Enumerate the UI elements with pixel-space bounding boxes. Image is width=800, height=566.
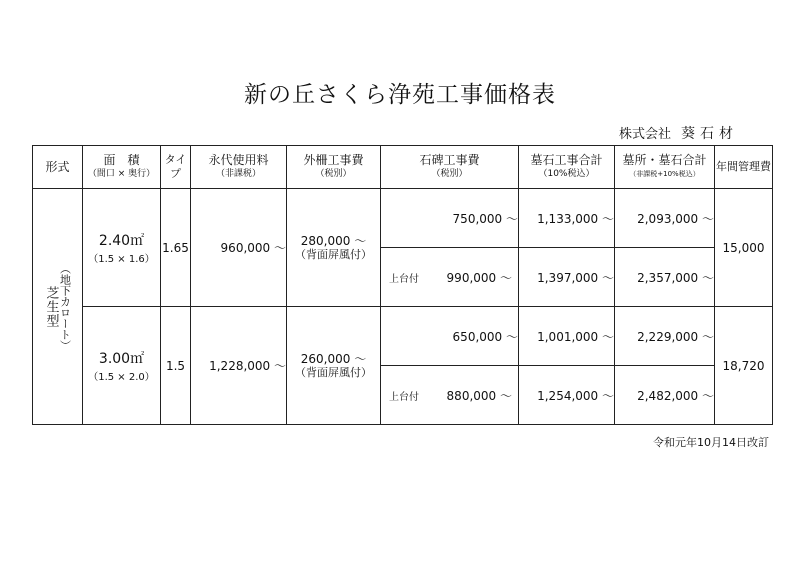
price-table (32, 145, 773, 425)
header-type: タイプ (161, 146, 191, 189)
area-cell: 2.40㎡ （1.5 × 1.6） (83, 189, 161, 307)
stone-total-cell: 1,397,000 ～ (519, 248, 615, 307)
type-cell: 1.5 (161, 307, 191, 425)
grand-total-cell: 2,482,000 ～ (615, 366, 715, 425)
fence-cell: 280,000 ～ （背面屏風付） (287, 189, 381, 307)
monument-cell: 650,000 ～ (381, 307, 519, 366)
revision-date: 令和元年10月14日改訂 (653, 436, 769, 449)
header-row (33, 146, 773, 189)
monument-cell-with-stage: 上台付 990,000 ～ (381, 248, 519, 307)
shape-main: 芝生型 (43, 285, 59, 328)
company-brand: 葵石材 (681, 126, 738, 142)
fence-cell: 260,000 ～ （背面屏風付） (287, 307, 381, 425)
annual-cell: 18,720 (715, 307, 773, 425)
stone-total-cell: 1,001,000 ～ (519, 307, 615, 366)
annual-cell: 15,000 (715, 189, 773, 307)
stage-label: 上台付 (389, 391, 419, 403)
header-grand-total: 墓所・墓石合計 （非課税+10%税込） (615, 146, 715, 189)
shape-cell (33, 189, 83, 425)
grand-total-cell: 2,229,000 ～ (615, 307, 715, 366)
table-row (33, 307, 773, 366)
header-monument: 石碑工事費 （税別） (381, 146, 519, 189)
table-row (33, 189, 773, 248)
company-name (619, 123, 738, 143)
type-cell: 1.65 (161, 189, 191, 307)
grand-total-cell: 2,357,000 ～ (615, 248, 715, 307)
stone-total-cell: 1,254,000 ～ (519, 366, 615, 425)
header-area: 面 積 （間口 × 奥行） (83, 146, 161, 189)
header-perpetual: 永代使用料 （非課税） (191, 146, 287, 189)
header-fence: 外柵工事費 （税別） (287, 146, 381, 189)
header-annual: 年間管理費 (715, 146, 773, 189)
area-cell: 3.00㎡ （1.5 × 2.0） (83, 307, 161, 425)
header-stone-total: 墓石工事合計 （10%税込） (519, 146, 615, 189)
header-shape: 形式 (33, 146, 83, 189)
perpetual-cell: 1,228,000 ～ (191, 307, 287, 425)
grand-total-cell: 2,093,000 ～ (615, 189, 715, 248)
shape-note: （地下カロート） (58, 262, 72, 351)
page-title: 新の丘さくら浄苑工事価格表 (244, 82, 556, 108)
perpetual-cell: 960,000 ～ (191, 189, 287, 307)
company-prefix: 株式会社 (618, 127, 671, 142)
monument-cell: 750,000 ～ (381, 189, 519, 248)
stone-total-cell: 1,133,000 ～ (519, 189, 615, 248)
monument-cell-with-stage: 上台付 880,000 ～ (381, 366, 519, 425)
stage-label: 上台付 (389, 273, 419, 285)
